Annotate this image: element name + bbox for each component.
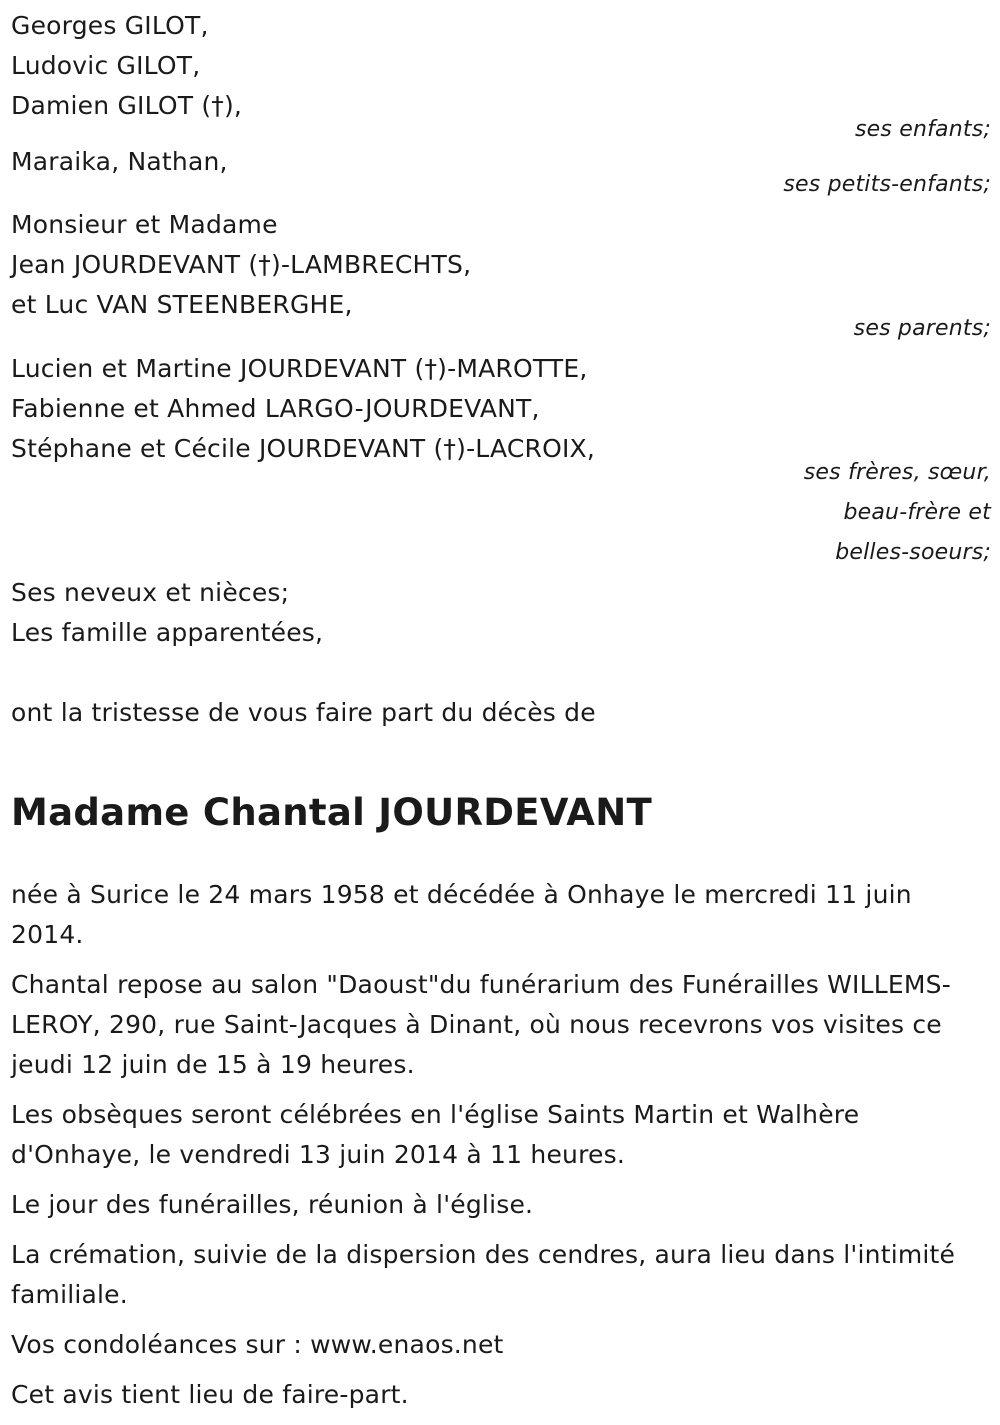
grandchild-name: Maraika, Nathan, [11, 147, 228, 176]
spacer [11, 653, 991, 693]
sibling-name: Stéphane et Cécile JOURDEVANT (†)-LACROIX, [11, 434, 596, 463]
visitation-paragraph: Chantal repose au salon "Daoust"du funérarium des Funérailles WILLEMS-LEROY, 290, rue Saint-Jacques à Dinant, où nous recevrons vos visites ce jeudi 12 juin de 15 à 19 heures. [11, 970, 951, 1079]
details-block [11, 875, 991, 1415]
deceased-name: Madame Chantal JOURDEVANT [11, 791, 652, 834]
siblings-block [11, 349, 991, 573]
parent-name: Jean JOURDEVANT (†)-LAMBRECHTS, [11, 250, 472, 279]
sibling-name: Lucien et Martine JOURDEVANT (†)-MAROTTE, [11, 354, 588, 383]
sibling-name: Fabienne et Ahmed LARGO-JOURDEVANT, [11, 394, 540, 423]
parent-name: Monsieur et Madame [11, 210, 278, 239]
condolences-paragraph: Vos condoléances sur : www.enaos.net [11, 1330, 504, 1359]
parents-block [11, 205, 991, 349]
announcement-text: ont la tristesse de vous faire part du décès de [11, 698, 596, 727]
others-block [11, 573, 991, 653]
siblings-relation-line: belles-soeurs; [835, 540, 991, 565]
cremation-paragraph: La crémation, suivie de la dispersion des cendres, aura lieu dans l'intimité familiale. [11, 1240, 956, 1309]
birth-death-paragraph: née à Surice le 24 mars 1958 et décédée à Onhaye le mercredi 11 juin 2014. [11, 880, 912, 949]
funeral-paragraph: Les obsèques seront célébrées en l'église Saints Martin et Walhère d'Onhaye, le vendredi 13 juin 2014 à 11 heures. [11, 1100, 860, 1169]
child-name: Damien GILOT (†), [11, 91, 243, 120]
other-relatives: Les famille apparentées, [11, 618, 324, 647]
other-relatives: Ses neveux et nièces; [11, 578, 290, 607]
obituary-notice [11, 6, 991, 1425]
child-name: Ludovic GILOT, [11, 51, 201, 80]
grandchildren-relation: ses petits-enfants; [783, 172, 991, 197]
closing-paragraph: Cet avis tient lieu de faire-part. [11, 1380, 409, 1409]
siblings-relation-line: ses frères, sœur, [803, 460, 991, 485]
child-name: Georges GILOT, [11, 11, 209, 40]
parent-name: et Luc VAN STEENBERGHE, [11, 290, 353, 319]
parents-relation: ses parents; [853, 316, 991, 341]
children-block [11, 6, 991, 149]
gathering-paragraph: Le jour des funérailles, réunion à l'église. [11, 1190, 534, 1219]
children-relation: ses enfants; [854, 117, 991, 142]
siblings-relation-line: beau-frère et [843, 500, 991, 525]
grandchildren-block [11, 142, 991, 205]
